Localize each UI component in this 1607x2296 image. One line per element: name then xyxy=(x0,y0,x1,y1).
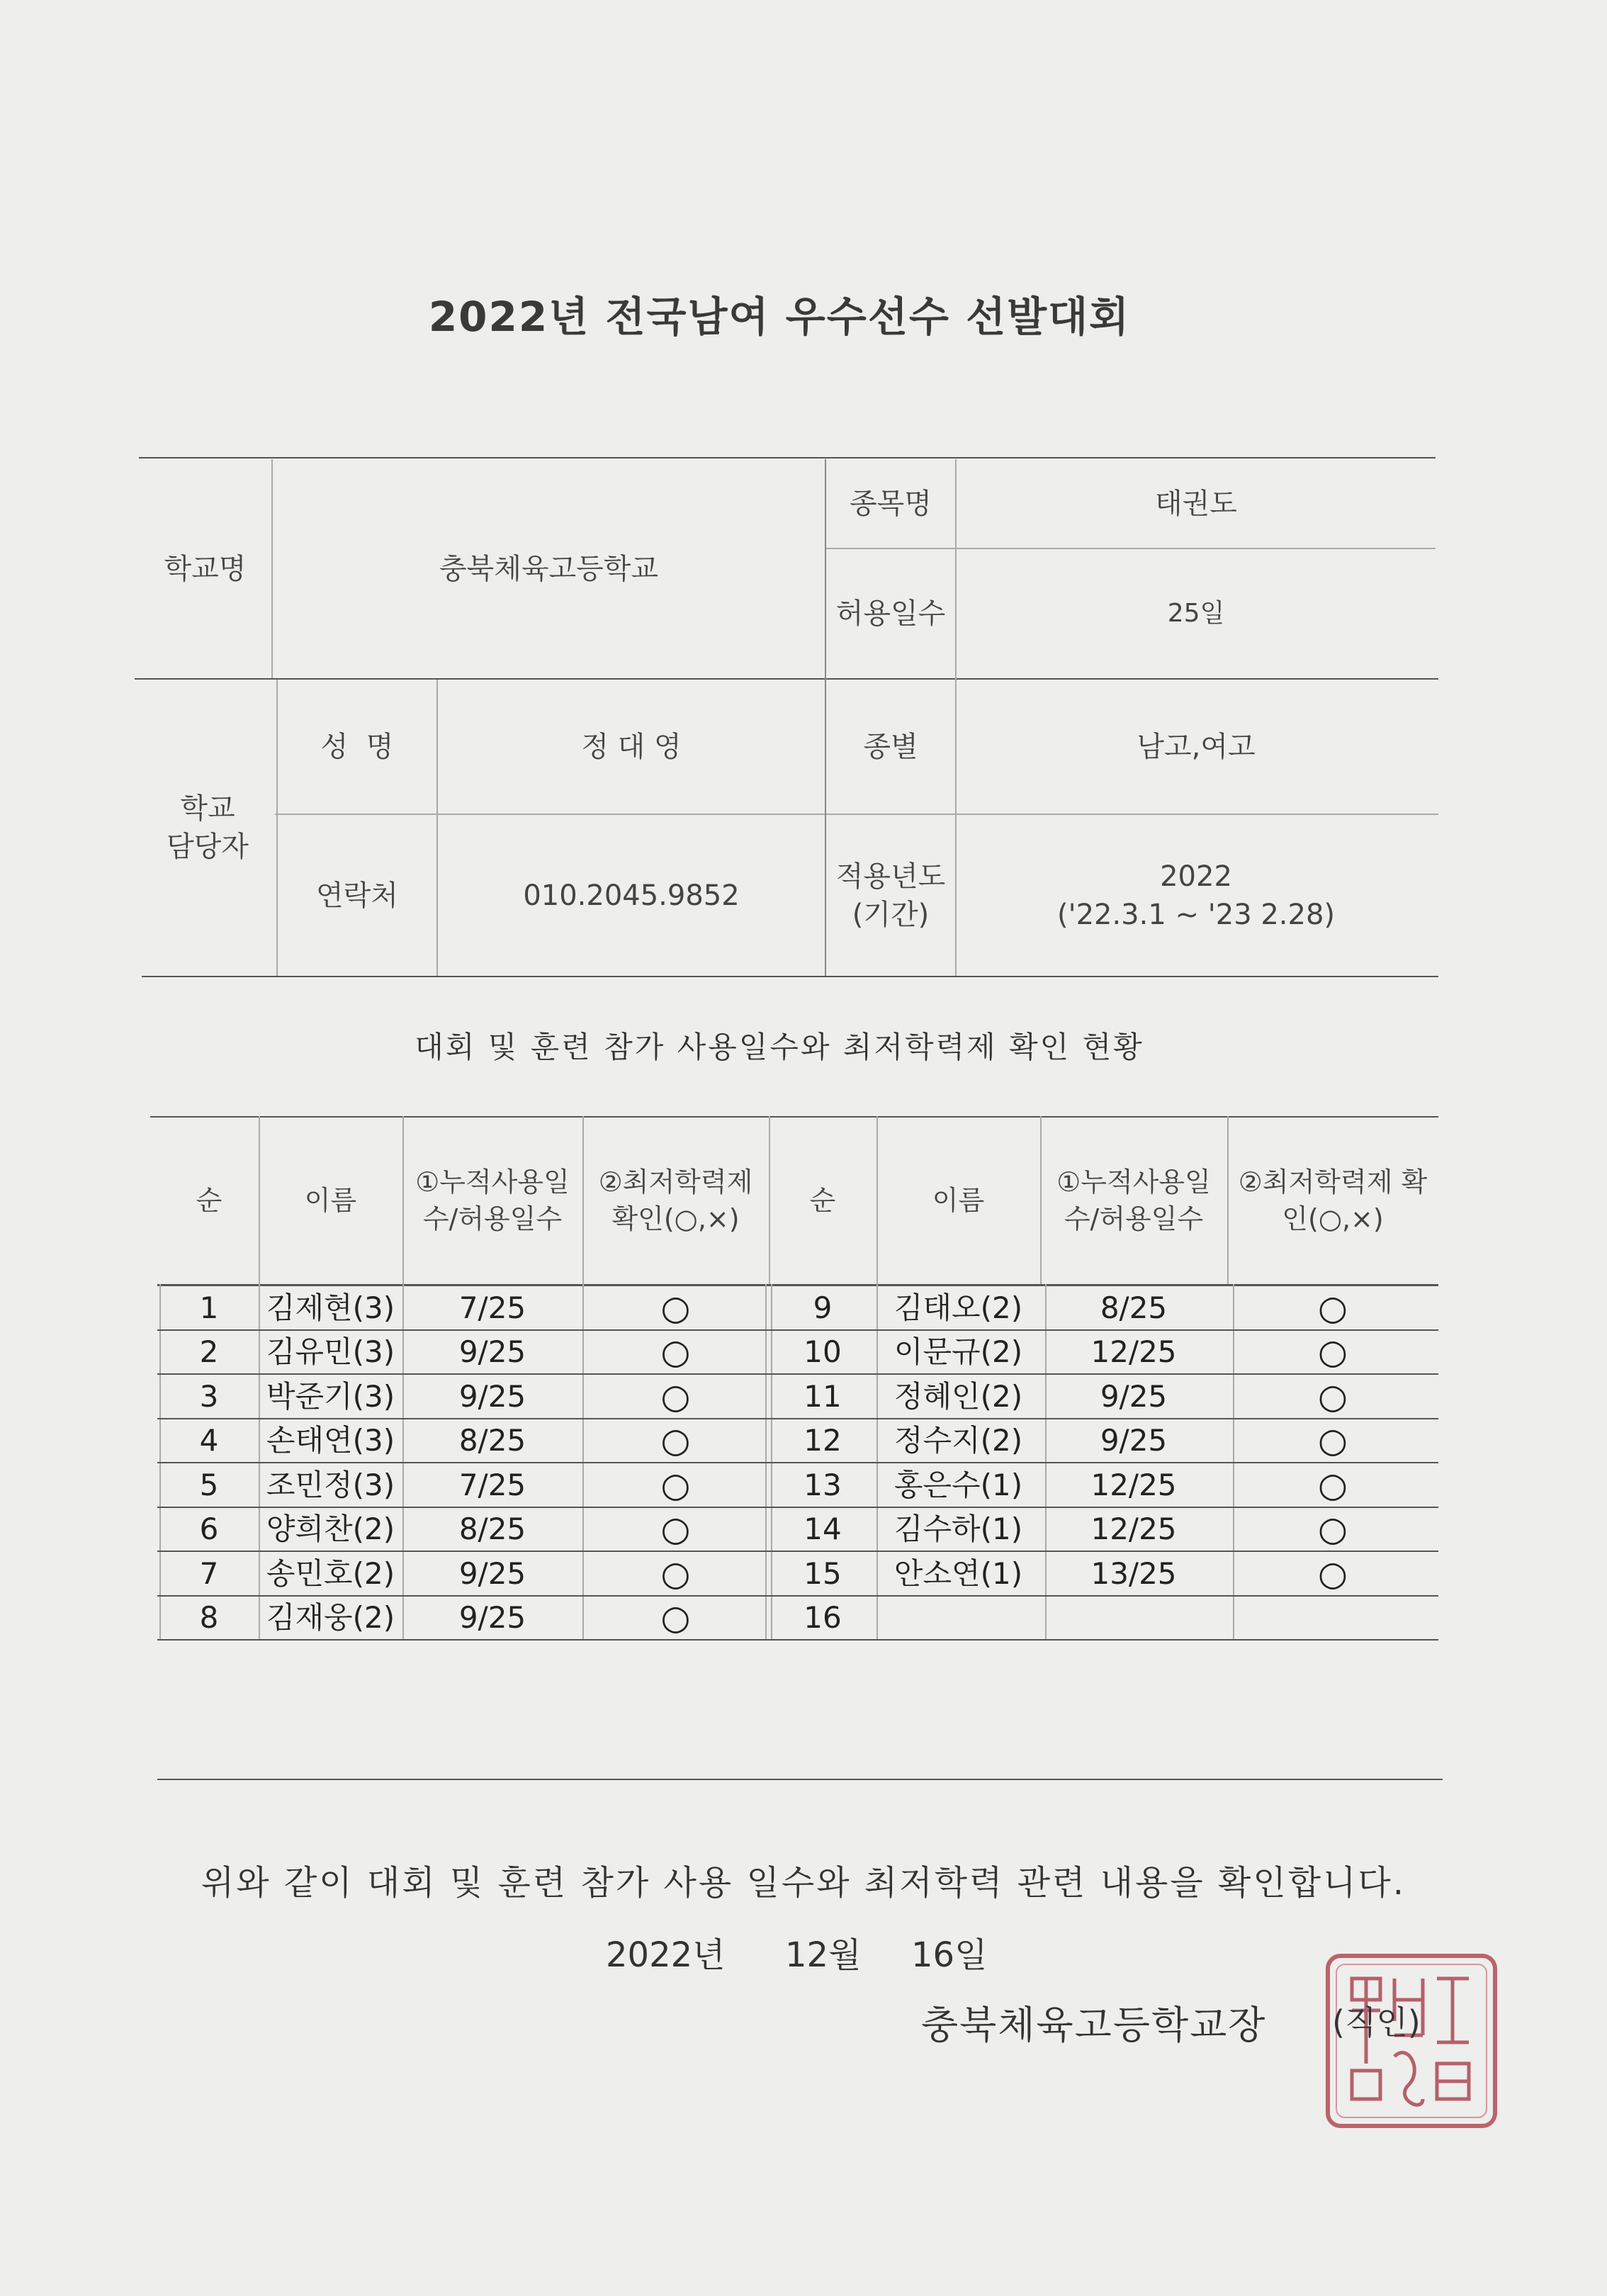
row-name: 홍은수(1) xyxy=(893,1467,1023,1502)
row-name: 정수지(2) xyxy=(893,1423,1023,1458)
row-name: 조민정(3) xyxy=(266,1467,395,1502)
info-table-top-border xyxy=(139,457,1436,458)
table-row-border xyxy=(157,1639,1438,1641)
header-name-left: 이름 xyxy=(304,1184,357,1216)
table-header-vline xyxy=(769,1116,770,1284)
row-check-mark: ○ xyxy=(660,1598,691,1638)
row-days: 7/25 xyxy=(458,1290,526,1325)
info-table-bottom-border xyxy=(142,976,1438,977)
row-name: 양희찬(2) xyxy=(266,1512,395,1547)
table-body-vline xyxy=(582,1284,584,1641)
table-row-border xyxy=(157,1373,1438,1375)
row-check-mark: ○ xyxy=(660,1288,691,1328)
row-number: 7 xyxy=(199,1555,219,1591)
row-check-mark: ○ xyxy=(1318,1465,1348,1505)
row-number: 8 xyxy=(199,1600,219,1636)
contact-value: 010.2045.9852 xyxy=(523,879,740,912)
seal-label: (직인) xyxy=(1332,2003,1421,2042)
row-number: 15 xyxy=(804,1555,842,1591)
year-label: 적용년도 (기간) xyxy=(835,860,946,931)
row-name: 김태오(2) xyxy=(893,1290,1023,1325)
header-days-left: ①누적사용일수/허용일수 xyxy=(415,1166,570,1234)
row-name: 김재웅(2) xyxy=(266,1600,395,1636)
row-days: 12/25 xyxy=(1090,1334,1177,1370)
row-check-mark xyxy=(1227,1597,1438,1641)
row-name: 안소연(1) xyxy=(893,1555,1023,1591)
row-check-mark: ○ xyxy=(660,1553,691,1594)
header-days-right: ①누적사용일수/허용일수 xyxy=(1056,1166,1211,1234)
school-value: 충북체육고등학교 xyxy=(439,552,659,585)
school-label: 학교명 xyxy=(164,552,247,585)
row-days: 8/25 xyxy=(458,1512,526,1547)
row-name: 김유민(3) xyxy=(266,1334,395,1370)
row-check-mark: ○ xyxy=(660,1509,691,1550)
row-number: 10 xyxy=(804,1334,842,1370)
row-number: 6 xyxy=(199,1512,219,1547)
date-year: 2022년 xyxy=(606,1935,726,1975)
row-name: 송민호(2) xyxy=(266,1555,395,1591)
row-days: 9/25 xyxy=(1100,1378,1168,1414)
header-no-left: 순 xyxy=(196,1184,222,1216)
row-days: 9/25 xyxy=(458,1555,526,1591)
row-number: 1 xyxy=(199,1290,219,1325)
table-row-border xyxy=(157,1462,1438,1463)
header-check-left: ②최저학력제 확인(○,×) xyxy=(598,1166,753,1234)
row-number: 4 xyxy=(199,1423,219,1458)
contact-label: 연락처 xyxy=(316,879,398,912)
section-subtitle: 대회 및 훈련 참가 사용일수와 최저학력제 확인 현황 xyxy=(415,1030,1144,1064)
row-check-mark: ○ xyxy=(1318,1376,1348,1417)
row-days: 9/25 xyxy=(458,1600,526,1636)
row-days: 12/25 xyxy=(1090,1467,1177,1502)
name-value: 정 대 영 xyxy=(581,730,682,763)
table-header-vline xyxy=(259,1116,260,1284)
row-number: 3 xyxy=(199,1378,219,1414)
table-row-border xyxy=(157,1551,1438,1552)
table-body-vline xyxy=(765,1284,767,1641)
row-check-mark: ○ xyxy=(1318,1553,1348,1594)
row-check-mark: ○ xyxy=(660,1465,691,1505)
row-check-mark: ○ xyxy=(1318,1421,1348,1461)
table-header-vline xyxy=(1227,1116,1229,1284)
row-days: 8/25 xyxy=(458,1423,526,1458)
table-body-vline xyxy=(1045,1284,1047,1641)
row-name: 박준기(3) xyxy=(266,1378,395,1414)
date-month: 12월 xyxy=(785,1935,862,1975)
row-days: 9/25 xyxy=(1100,1423,1168,1458)
table-body-vline xyxy=(876,1284,878,1641)
header-no-right: 순 xyxy=(809,1184,836,1216)
row-check-mark: ○ xyxy=(1318,1509,1348,1550)
allowed-days-value: 25일 xyxy=(1167,598,1225,628)
row-check-mark: ○ xyxy=(660,1376,691,1417)
document-title: 2022년 전국남여 우수선수 선발대회 xyxy=(428,293,1131,341)
table-row-border xyxy=(157,1507,1438,1508)
table-row-border xyxy=(157,1595,1438,1597)
confirm-text: 위와 같이 대회 및 훈련 참가 사용 일수와 최저학력 관련 내용을 확인합니다. xyxy=(201,1863,1406,1903)
signer-name: 충북체육고등학교장 xyxy=(921,2003,1267,2047)
row-number: 16 xyxy=(804,1600,842,1636)
row-days: 9/25 xyxy=(458,1378,526,1414)
row-number: 5 xyxy=(199,1467,219,1502)
row-days: 9/25 xyxy=(458,1334,526,1370)
row-number: 2 xyxy=(199,1334,219,1370)
table-header-vline xyxy=(1040,1116,1042,1284)
row-number: 14 xyxy=(804,1512,842,1547)
date-day: 16일 xyxy=(911,1935,988,1975)
category-value: 남고,여고 xyxy=(1137,730,1256,763)
row-days: 12/25 xyxy=(1090,1512,1177,1547)
table-body-vline xyxy=(402,1284,404,1641)
category-label: 종별 xyxy=(863,730,918,763)
row-days: 13/25 xyxy=(1090,1555,1177,1591)
row-number: 13 xyxy=(804,1467,842,1502)
table-header-border xyxy=(157,1284,1438,1286)
table-body-vline xyxy=(159,1284,161,1641)
row-name: 김제현(3) xyxy=(266,1290,395,1325)
event-value: 태권도 xyxy=(1155,487,1237,520)
table-header-vline xyxy=(402,1116,404,1284)
row-number: 11 xyxy=(804,1378,842,1414)
section-end-rule xyxy=(157,1779,1443,1780)
table-body-vline xyxy=(259,1284,260,1641)
row-check-mark: ○ xyxy=(1318,1332,1348,1373)
row-name: 손태연(3) xyxy=(266,1423,395,1458)
event-label: 종목명 xyxy=(850,487,932,520)
row-days: 8/25 xyxy=(1100,1290,1168,1325)
row-check-mark: ○ xyxy=(660,1421,691,1461)
table-header-vline xyxy=(582,1116,584,1284)
year-value: 2022 ('22.3.1 ~ '23 2.28) xyxy=(1056,860,1336,931)
allowed-days-label: 허용일수 xyxy=(835,597,946,630)
table-row-border xyxy=(157,1329,1438,1331)
header-check-right: ②최저학력제 확인(○,×) xyxy=(1238,1166,1428,1234)
row-name xyxy=(876,1597,1040,1641)
table-top-border xyxy=(150,1116,1438,1118)
table-header-vline xyxy=(876,1116,878,1284)
row-number: 12 xyxy=(804,1423,842,1458)
row-days: 7/25 xyxy=(458,1467,526,1502)
row-name: 정혜인(2) xyxy=(893,1378,1023,1414)
row-check-mark: ○ xyxy=(1318,1288,1348,1328)
manager-label: 학교 담당자 xyxy=(167,792,249,863)
row-name: 김수하(1) xyxy=(893,1512,1023,1547)
row-check-mark: ○ xyxy=(660,1332,691,1373)
table-body-vline xyxy=(771,1284,772,1641)
name-label: 성 명 xyxy=(320,730,394,763)
row-number: 9 xyxy=(813,1290,833,1325)
header-name-right: 이름 xyxy=(932,1184,985,1216)
row-days xyxy=(1040,1597,1227,1641)
row-name: 이문규(2) xyxy=(893,1334,1023,1370)
table-row-border xyxy=(157,1418,1438,1419)
table-body-vline xyxy=(1233,1284,1234,1641)
